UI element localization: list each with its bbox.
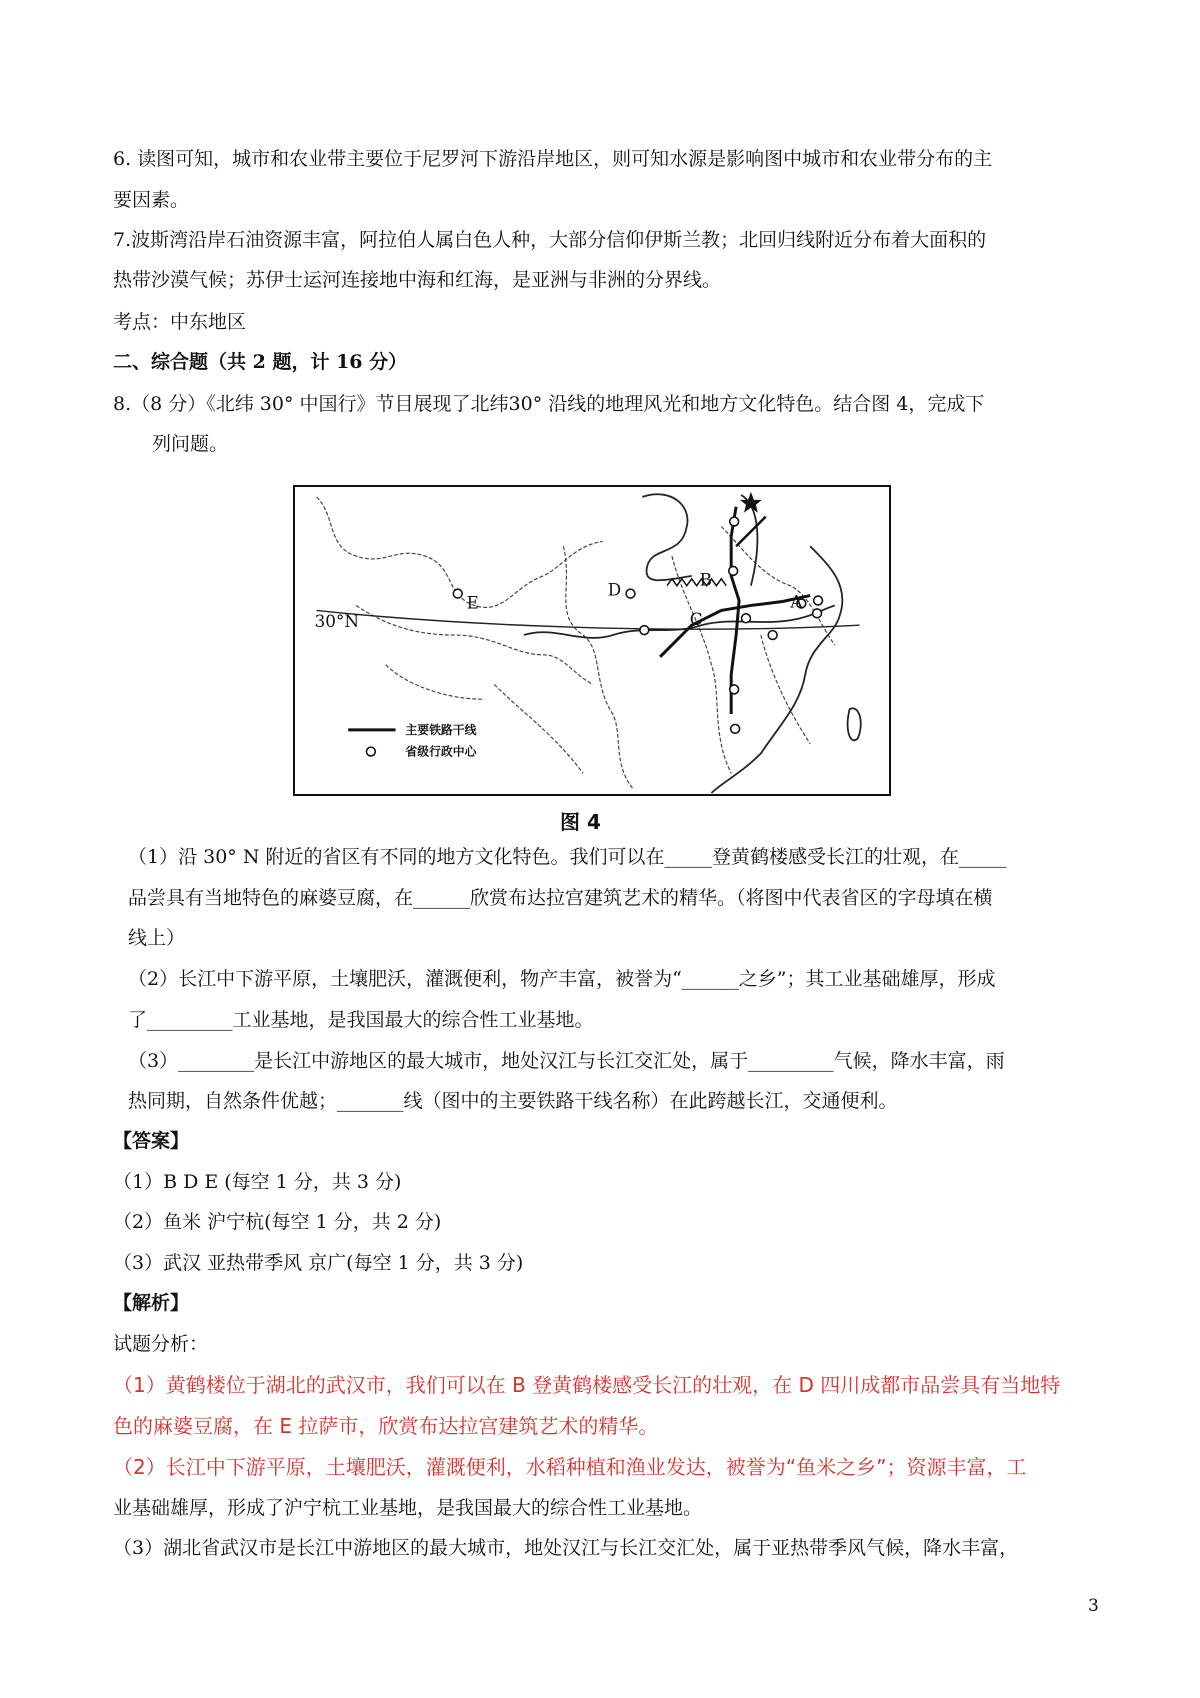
analysis-intro: 试题分析： bbox=[113, 1333, 209, 1355]
capital-marker-icon bbox=[640, 626, 649, 635]
kaodian-line: 考点：中东地区 bbox=[113, 311, 247, 333]
capital-marker-icon bbox=[742, 614, 751, 623]
paragraph-q7-line1: 7.波斯湾沿岸石油资源丰富，阿拉伯人属白色人种，大部分信仰伊斯兰教；北回归线附近分布着大面积的 bbox=[113, 229, 987, 251]
legend-capital-icon bbox=[366, 747, 375, 756]
capital-star-icon bbox=[740, 492, 762, 513]
analysis-r2-line1: （2）长江中下游平原，土壤肥沃，灌溉便利，水稻种植和渔业发达，被誉为“鱼米之乡”；资源丰富，工 bbox=[113, 1455, 1027, 1479]
paragraph-q6-line2: 要因素。 bbox=[113, 189, 190, 211]
analysis-r2-line2: 业基础雄厚，形成了沪宁杭工业基地，是我国最大的综合性工业基地。 bbox=[113, 1497, 703, 1519]
capital-marker-icon bbox=[729, 566, 738, 575]
answer-3: （3）武汉 亚热带季风 京广(每空 1 分，共 3 分) bbox=[113, 1252, 524, 1274]
subquestion2-line2: 了_________工业基地，是我国最大的综合性工业基地。 bbox=[128, 1009, 594, 1031]
answer-1: （1）B D E (每空 1 分，共 3 分) bbox=[113, 1171, 402, 1193]
china-map-svg bbox=[295, 487, 889, 794]
railway-jingguang bbox=[731, 507, 739, 714]
subquestion3-line2: 热同期，自然条件优越；_______线（图中的主要铁路干线名称）在此跨越长江，交通便利。 bbox=[128, 1090, 898, 1112]
subquestion1-line2: 品尝具有当地特色的麻婆豆腐，在______欣赏布达拉宫建筑艺术的精华。（将图中代表省区的字母填在横 bbox=[128, 887, 993, 909]
paragraph-q7-line2: 热带沙漠气候；苏伊士运河连接地中海和红海，是亚洲与非洲的分界线。 bbox=[113, 269, 722, 291]
latitude-label: 30°N bbox=[314, 611, 360, 632]
mountain-symbols bbox=[667, 579, 726, 586]
capital-marker-icon bbox=[730, 685, 739, 694]
analysis-r1-line2: 色的麻婆豆腐，在 E 拉萨市，欣赏布达拉宫建筑艺术的精华。 bbox=[113, 1414, 659, 1438]
capital-marker-icon bbox=[626, 589, 635, 598]
answer-heading: 【答案】 bbox=[113, 1130, 190, 1152]
capital-marker-icon bbox=[453, 589, 462, 598]
subquestion3-line1: （3）________是长江中游地区的最大城市，地处汉江与长江交汇处，属于_________气候，降水丰富，雨 bbox=[128, 1050, 1005, 1072]
china-map-figure bbox=[293, 485, 891, 796]
question8-stem-line2: 列问题。 bbox=[152, 433, 229, 455]
subquestion1-line1: （1）沿 30° N 附近的省区有不同的地方文化特色。我们可以在_____登黄鹤楼感受长江的壮观，在_____ bbox=[128, 846, 1007, 868]
question8-stem-line1: 8.（8 分）《北纬 30° 中国行》节目展现了北纬30° 沿线的地理风光和地方文化特色。结合图 4，完成下 bbox=[113, 393, 985, 415]
province-label-a: A bbox=[790, 591, 803, 612]
major-rivers-coastline bbox=[524, 494, 861, 793]
capital-marker-icon bbox=[768, 631, 777, 640]
analysis-r3-line1: （3）湖北省武汉市是长江中游地区的最大城市，地处汉江与长江交汇处，属于亚热带季风气候，降水丰富， bbox=[113, 1537, 1019, 1559]
province-label-b: B bbox=[699, 569, 712, 590]
railway-branch bbox=[736, 517, 766, 547]
analysis-r1-line1: （1）黄鹤楼位于湖北的武汉市，我们可以在 B 登黄鹤楼感受长江的壮观，在 D 四川成都市品尝具有当地特 bbox=[113, 1373, 1061, 1397]
figure-caption: 图 4 bbox=[560, 810, 601, 834]
paragraph-q6-line1: 6. 读图可知，城市和农业带主要位于尼罗河下游沿岸地区，则可知水源是影响图中城市和农业带分布的主 bbox=[113, 148, 993, 170]
answer-2: （2）鱼米 沪宁杭(每空 1 分，共 2 分) bbox=[113, 1211, 442, 1233]
province-label-c: C bbox=[689, 609, 703, 630]
section-heading: 二、综合题（共 2 题，计 16 分） bbox=[113, 351, 408, 373]
subquestion2-line1: （2）长江中下游平原，土壤肥沃，灌溉便利，物产丰富，被誉为“______之乡”；其工业基础雄厚，形成 bbox=[128, 968, 996, 990]
capital-marker-icon bbox=[731, 724, 740, 733]
latitude-30n-line bbox=[314, 610, 860, 632]
province-label-d: D bbox=[607, 579, 622, 600]
subquestion1-line3: 线上） bbox=[128, 927, 186, 949]
capital-marker-icon bbox=[813, 609, 822, 618]
capital-marker-icon bbox=[814, 596, 823, 605]
legend-capital-label: 省级行政中心 bbox=[405, 744, 477, 759]
page-number: 3 bbox=[1088, 1596, 1099, 1616]
legend-railway-label: 主要铁路干线 bbox=[405, 722, 477, 737]
capital-marker-icon bbox=[730, 517, 739, 526]
analysis-heading: 【解析】 bbox=[113, 1292, 190, 1314]
province-label-e: E bbox=[466, 592, 479, 613]
